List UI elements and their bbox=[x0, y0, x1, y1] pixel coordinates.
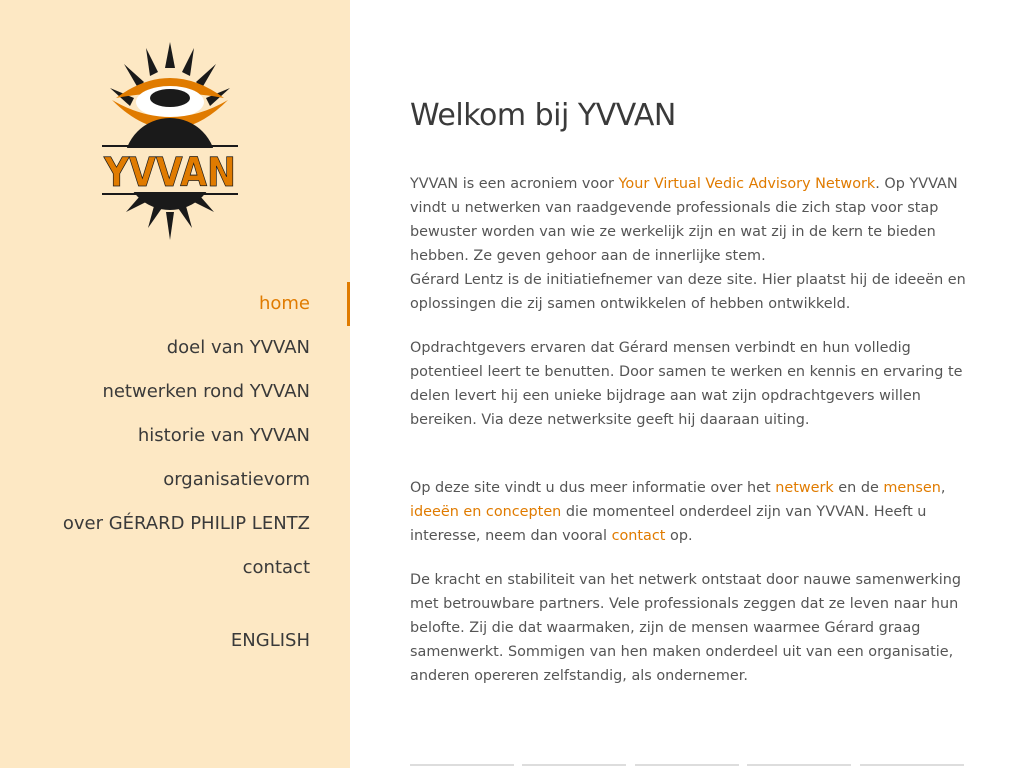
eye-pupil-icon bbox=[150, 89, 190, 107]
clients-paragraph: Opdrachtgevers ervaren dat Gérard mensen verbindt en hun volledig potentieel leert te benutten. Door samen te werken en kennis en ervaring te delen levert hij een unieke bijdrage aan wat zijn opdrachtgevers willen bereiken. Via deze netwerksite geeft hij daaraan uiting. bbox=[410, 340, 963, 428]
link-mensen[interactable]: mensen bbox=[883, 480, 941, 496]
nav-contact[interactable]: contact bbox=[242, 557, 310, 578]
main-content bbox=[410, 96, 970, 708]
info-paragraph bbox=[410, 476, 970, 548]
bottom-button-stub[interactable] bbox=[747, 764, 851, 770]
info-text: op. bbox=[665, 528, 693, 544]
link-yvvan-acronym[interactable]: Your Virtual Vedic Advisory Network bbox=[618, 176, 876, 192]
link-netwerk[interactable]: netwerk bbox=[775, 480, 834, 496]
bottom-button-stub[interactable] bbox=[860, 764, 964, 770]
info-text: Op deze site vindt u dus meer informatie over het bbox=[410, 480, 776, 496]
network-paragraph: De kracht en stabiliteit van het netwerk ontstaat door nauwe samenwerking met betrouwbare partners. Vele professionals zeggen dat ze leven naar hun belofte. Zij die dat waarmaken, zijn de mensen waarmee Gérard graag samenwerkt. Sommigen van hen maken onderdeel uit van een organisatie, anderen opereren zelfstandig, als ondernemer. bbox=[410, 572, 961, 684]
sidebar bbox=[0, 0, 350, 768]
info-text: die momenteel onderdeel zijn van YVVAN. Heeft u interesse, neem dan vooral bbox=[410, 504, 927, 544]
info-text: , bbox=[940, 480, 946, 496]
info-text: en de bbox=[833, 480, 884, 496]
link-contact[interactable]: contact bbox=[611, 528, 666, 544]
nav-doel[interactable]: doel van YVVAN bbox=[166, 337, 310, 358]
bottom-button-stub[interactable] bbox=[410, 764, 514, 770]
intro-text: YVVAN is een acroniem voor bbox=[410, 176, 619, 192]
logo-text: YVVAN bbox=[103, 150, 237, 196]
bottom-button-stub[interactable] bbox=[635, 764, 739, 770]
link-ideeen-concepten[interactable]: ideeën en concepten bbox=[410, 504, 562, 520]
nav-over-gerard[interactable]: over GÉRARD PHILIP LENTZ bbox=[62, 513, 310, 534]
language-switch-english[interactable]: ENGLISH bbox=[230, 630, 310, 651]
nav-historie[interactable]: historie van YVVAN bbox=[137, 425, 310, 446]
yvvan-logo[interactable] bbox=[96, 38, 244, 244]
intro-text: Gérard Lentz is de initiatiefnemer van deze site. Hier plaatst hij de ideeën en oplossingen die zij samen ontwikkelen of hebben ontwikkeld. bbox=[410, 272, 966, 312]
bottom-buttons-row bbox=[410, 764, 970, 768]
intro-paragraph bbox=[410, 172, 970, 316]
intro-text: . Op YVVAN vindt u netwerken van raadgevende professionals die zich stap voor stap bewuster worden van wie ze werkelijk zijn en wat zij in de kern te bieden hebben. Ze geven gehoor aan de innerlijke stem. bbox=[410, 176, 958, 264]
page-title: Welkom bij YVVAN bbox=[410, 98, 676, 133]
nav-netwerken[interactable]: netwerken rond YVVAN bbox=[102, 381, 310, 402]
main-menu bbox=[10, 282, 310, 663]
nav-organisatievorm[interactable]: organisatievorm bbox=[163, 469, 310, 490]
active-menu-indicator bbox=[347, 282, 350, 326]
nav-home[interactable]: home bbox=[258, 293, 310, 314]
bottom-button-stub[interactable] bbox=[522, 764, 626, 770]
